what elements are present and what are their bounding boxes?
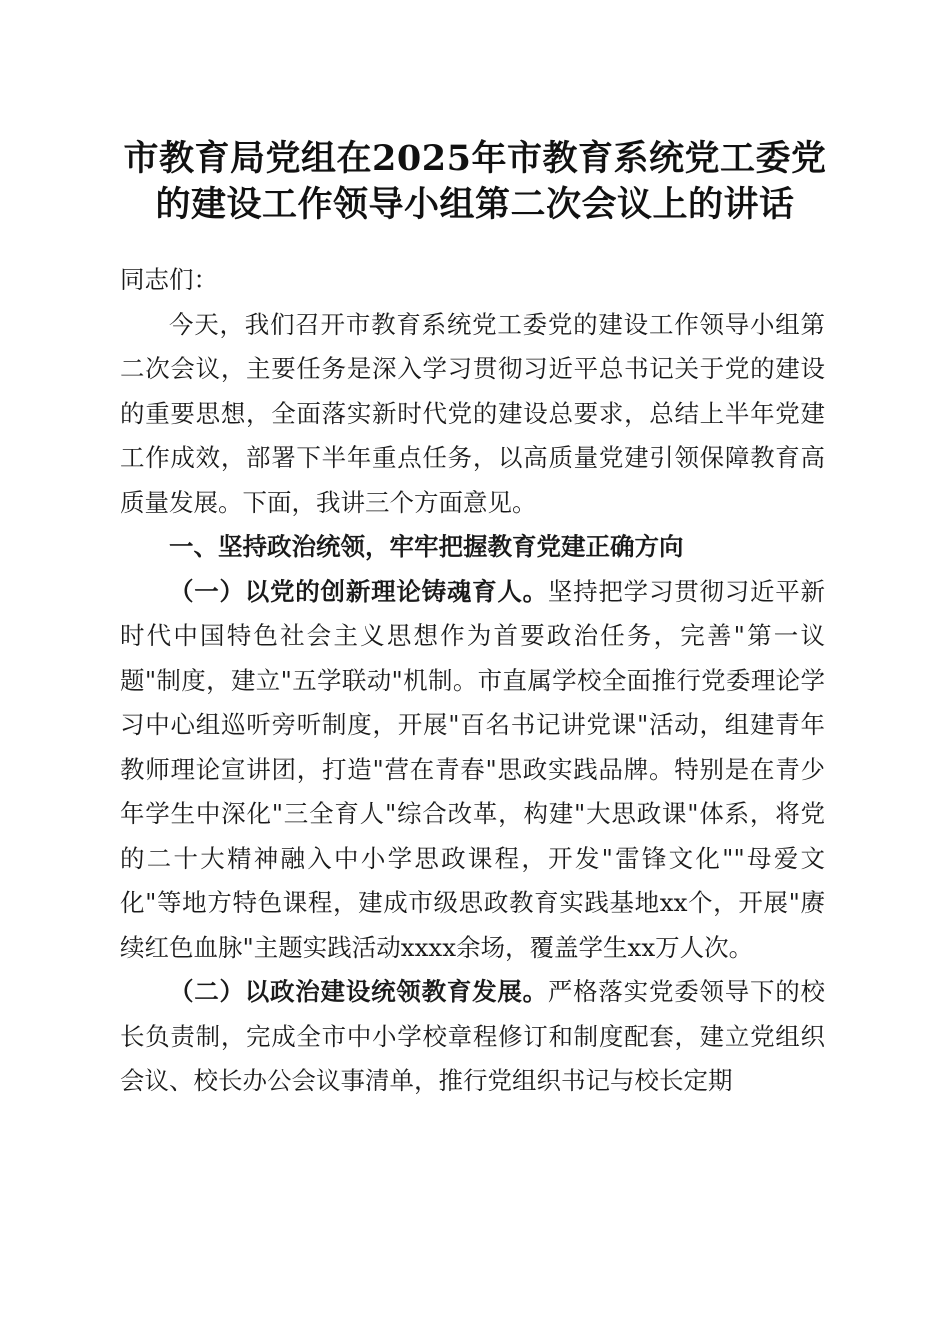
document-title (90, 136, 860, 228)
document-body (120, 258, 825, 1104)
section-2-title: （二）以政治建设统领教育发展。 (169, 977, 548, 1006)
intro-paragraph: 今天，我们召开市教育系统党工委党的建设工作领导小组第二次会议，主要任务是深入学习贯彻习近平总书记关于党的建设的重要思想，全面落实新时代党的建设总要求，总结上半年党建工作成效，部署下半年重点任务，以高质量党建引领保障教育高质量发展。下面，我讲三个方面意见。 (120, 309, 825, 517)
title-line-1: 市教育局党组在2025年市教育系统党工委党 (123, 138, 827, 179)
section-2-paragraph (120, 970, 825, 1104)
section-2-body: 严格落实党委领导下的校长负责制，完成全市中小学校章程修订和制度配套，建立党组织会议、校长办公会议事清单，推行党组织书记与校长定期 (120, 977, 826, 1095)
greeting: 同志们： (120, 265, 218, 294)
section-1-body: 坚持把学习贯彻习近平新时代中国特色社会主义思想作为首要政治任务，完善"第一议题"制度，建立"五学联动"机制。市直属学校全面推行党委理论学习中心组巡听旁听制度，开展"百名书记讲党课"活动，组建青年教师理论宣讲团，打造"营在青春"思政实践品牌。特别是在青少年学生中深化"三全育人"综合改革，构建"大思政课"体系，将党的二十大精神融入中小学思政课程，开发"雷锋文化""母爱文化"等地方特色课程，建成市级思政教育实践基地xx个，开展"赓续红色血脉"主题实践活动xxxx余场，覆盖学生xx万人次。 (120, 576, 826, 962)
title-line-2: 的建设工作领导小组第二次会议上的讲话 (155, 184, 795, 225)
section-1-paragraph (120, 570, 825, 971)
section-heading-1: 一、坚持政治统领，牢牢把握教育党建正确方向 (169, 532, 684, 561)
section-1-title: （一）以党的创新理论铸魂育人。 (169, 576, 548, 606)
